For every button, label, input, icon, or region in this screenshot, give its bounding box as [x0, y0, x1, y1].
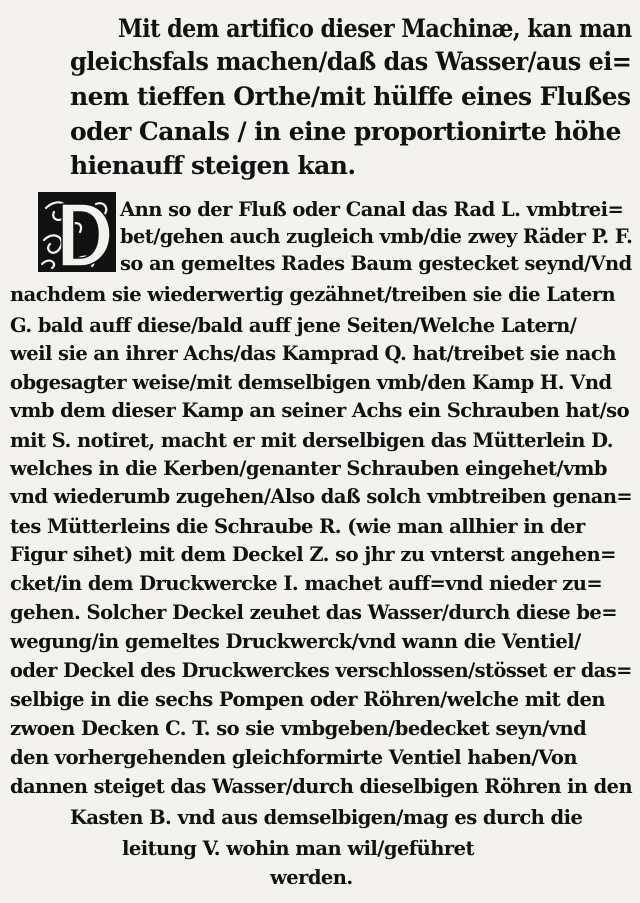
- body-line: vnd wiederumb zugehen/Also daß solch vmbtreiben genan=: [10, 485, 633, 508]
- body-line: weil sie an ihrer Achs/das Kamprad Q. hat/treibet sie nach: [10, 342, 616, 365]
- body-line: selbige in die sechs Pompen oder Röhren/welche mit den: [10, 688, 605, 711]
- body-line: Ann so der Fluß oder Canal das Rad L. vmbtrei=: [120, 198, 624, 221]
- body-line: oder Deckel des Druckwerckes verschlossen/stösset er das=: [10, 659, 632, 682]
- body-line: so an gemeltes Rades Baum gestecket seynd/Vnd: [120, 252, 632, 275]
- heading-line: hienauff steigen kan.: [70, 151, 356, 180]
- body-line: dannen steiget das Wasser/durch dieselbigen Röhren in den: [10, 775, 633, 798]
- body-line: leitung V. wohin man wil/geführet: [122, 837, 474, 860]
- body-line: vmb dem dieser Kamp an seiner Achs ein Schrauben hat/so: [10, 399, 630, 422]
- body-line: tes Mütterleins die Schraube R. (wie man allhier in der: [10, 515, 585, 538]
- body-line: zwoen Decken C. T. so sie vmbgeben/bedecket seyn/vnd: [10, 717, 587, 740]
- heading-line: nem tieffen Orthe/mit hülffe eines Flußes: [70, 82, 631, 111]
- body-line: bet/gehen auch zugleich vmb/die zwey Räder P. F.: [120, 225, 633, 248]
- body-line: nachdem sie wiederwertig gezähnet/treiben sie die Latern: [10, 283, 616, 306]
- body-line: den vorhergehenden gleichformirte Ventiel haben/Von: [10, 746, 577, 769]
- body-line: gehen. Solcher Deckel zeuhet das Wasser/durch diese be=: [10, 601, 618, 624]
- ornamental-initial-icon: [36, 190, 118, 274]
- body-line: cket/in dem Druckwercke I. machet auff=vnd nieder zu=: [10, 572, 603, 595]
- body-line: Figur sihet) mit dem Deckel Z. so jhr zu vnterst angehen=: [10, 543, 616, 566]
- body-line: wegung/in gemeltes Druckwerck/vnd wann die Ventiel/: [10, 630, 581, 653]
- body-line: obgesagter weise/mit demselbigen vmb/den Kamp H. Vnd: [10, 371, 612, 394]
- body-line: Kasten B. vnd aus demselbigen/mag es durch die: [70, 806, 583, 829]
- heading-line: Mit dem artifico dieser Machinæ, kan man: [118, 14, 632, 43]
- heading-line: oder Canals / in eine proportionirte höhe: [70, 117, 621, 146]
- body-line: G. bald auff diese/bald auff jene Seiten/Welche Latern/: [10, 314, 577, 337]
- body-line: mit S. notiret, macht er mit derselbigen das Mütterlein D.: [10, 429, 614, 452]
- heading-line: gleichsfals machen/daß das Wasser/aus ei=: [70, 47, 632, 76]
- body-line: werden.: [270, 866, 353, 889]
- body-line: welches in die Kerben/genanter Schrauben eingehet/vmb: [10, 457, 607, 480]
